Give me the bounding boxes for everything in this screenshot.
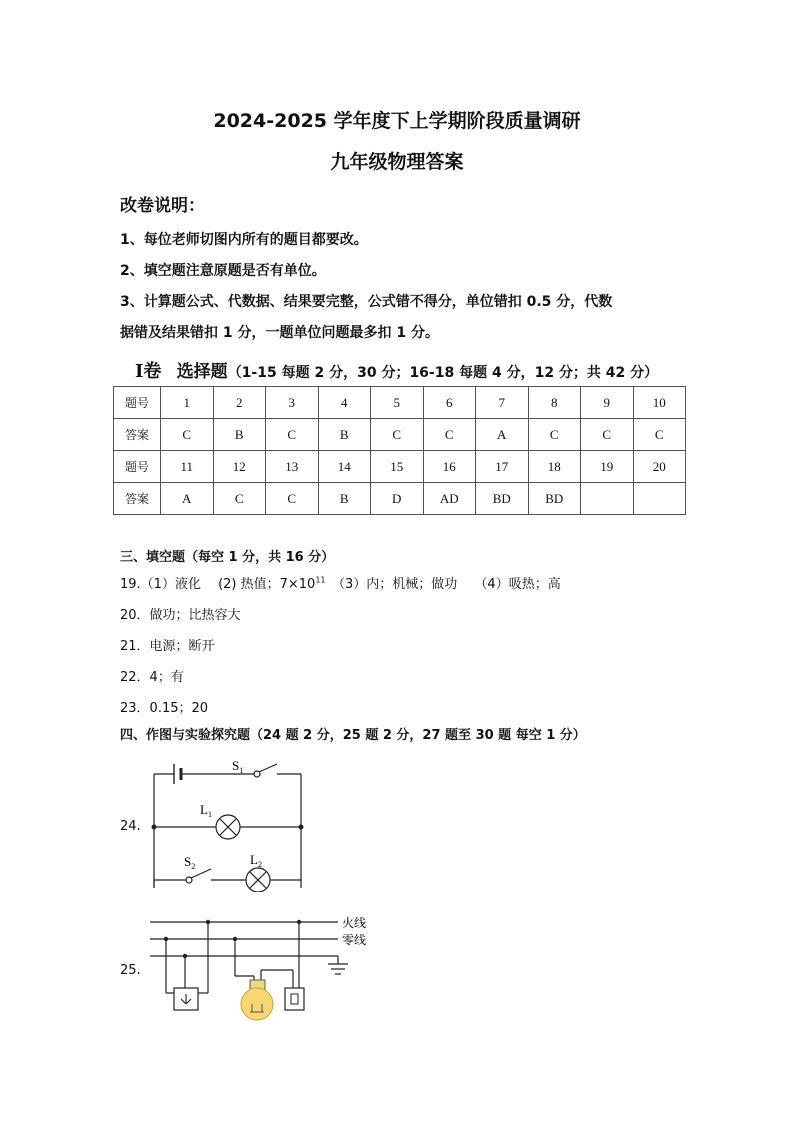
answer-19 <box>120 573 561 592</box>
s2-label: $S_2$ <box>184 854 196 871</box>
lamp-l1 <box>216 815 240 839</box>
instruction-item: 据错及结果错扣 1 分，一题单位问题最多扣 1 分。 <box>120 325 439 341</box>
table-cell: AD <box>423 483 476 515</box>
table-cell: 1 <box>161 387 214 419</box>
part1-roman: Ⅰ卷 <box>135 361 162 381</box>
table-row <box>114 387 686 419</box>
table-cell: C <box>633 419 686 451</box>
live-wire-label: 火线 <box>342 916 367 930</box>
lamp-l2 <box>246 868 270 892</box>
table-cell: C <box>581 419 634 451</box>
table-cell: 8 <box>528 387 581 419</box>
table-cell: B <box>318 483 371 515</box>
table-cell: 14 <box>318 451 371 483</box>
q25-label: 25. <box>120 963 141 978</box>
answer-19-suffix: （3）内；机械；做功 （4）吸热；高 <box>325 577 561 592</box>
l2-label: $L_2$ <box>250 852 262 869</box>
table-row <box>114 419 686 451</box>
table-cell <box>633 483 686 515</box>
row-label: 答案 <box>114 483 161 515</box>
answer-21: 21．电源；断开 <box>120 639 215 654</box>
page-title: 2024-2025 学年度下上学期阶段质量调研 <box>213 110 581 132</box>
table-cell: 11 <box>161 451 214 483</box>
table-cell: A <box>161 483 214 515</box>
answer-20: 20．做功；比热容大 <box>120 608 241 623</box>
junction-dot <box>152 825 157 830</box>
junction-dot <box>183 954 187 958</box>
switch-s2 <box>186 869 211 883</box>
table-cell: D <box>371 483 424 515</box>
table-cell: 16 <box>423 451 476 483</box>
answer-19-prefix: 19.（1）液化 (2) 热值；7×10 <box>120 577 316 592</box>
table-cell: C <box>371 419 424 451</box>
drawing-heading: 四、作图与实验探究题（24 题 2 分，25 题 2 分，27 题至 30 题 每空 1 分） <box>120 728 586 743</box>
part1-title <box>135 357 658 383</box>
table-row <box>114 451 686 483</box>
q25-wiring-diagram <box>140 908 380 1028</box>
answer-23: 23．0.15；20 <box>120 701 209 716</box>
answer-22: 22．4；有 <box>120 670 184 685</box>
instruction-item: 1、每位老师切图内所有的题目都要改。 <box>120 232 368 248</box>
table-cell: 12 <box>213 451 266 483</box>
table-cell: B <box>318 419 371 451</box>
instruction-item: 3、计算题公式、代数据、结果要完整，公式错不得分，单位错扣 0.5 分，代数 <box>120 294 613 310</box>
table-cell: BD <box>528 483 581 515</box>
table-cell: 19 <box>581 451 634 483</box>
table-cell: 18 <box>528 451 581 483</box>
table-cell: C <box>266 419 319 451</box>
l1-label: $L_1$ <box>200 802 212 819</box>
q24-label: 24. <box>120 819 141 834</box>
table-cell: 10 <box>633 387 686 419</box>
answer-table <box>113 386 686 515</box>
table-cell <box>581 483 634 515</box>
s1-label: $S_1$ <box>232 758 244 775</box>
table-row <box>114 483 686 515</box>
junction-dot <box>233 937 237 941</box>
row-label: 题号 <box>114 451 161 483</box>
socket-icon <box>174 988 198 1010</box>
table-cell: 5 <box>371 387 424 419</box>
instructions-heading: 改卷说明： <box>120 196 205 216</box>
table-cell: BD <box>476 483 529 515</box>
battery-symbol <box>174 764 181 784</box>
table-cell: 4 <box>318 387 371 419</box>
junction-dot <box>206 920 210 924</box>
wall-switch-icon <box>285 988 304 1010</box>
switch-s1 <box>254 764 277 777</box>
table-cell: C <box>213 483 266 515</box>
table-cell: C <box>423 419 476 451</box>
table-cell: C <box>161 419 214 451</box>
junction-dot <box>299 825 304 830</box>
neutral-wire-label: 零线 <box>342 933 367 947</box>
table-cell: 3 <box>266 387 319 419</box>
table-cell: C <box>528 419 581 451</box>
answer-19-exponent: 11 <box>315 575 326 585</box>
row-label: 题号 <box>114 387 161 419</box>
row-label: 答案 <box>114 419 161 451</box>
table-cell: 9 <box>581 387 634 419</box>
table-cell: 6 <box>423 387 476 419</box>
table-cell: 20 <box>633 451 686 483</box>
part1-points: （1-15 每题 2 分，30 分；16-18 每题 4 分，12 分；共 42 分） <box>227 365 659 381</box>
fill-blank-heading: 三、填空题（每空 1 分，共 16 分） <box>120 550 335 565</box>
table-cell: A <box>476 419 529 451</box>
instruction-item: 2、填空题注意原题是否有单位。 <box>120 263 326 279</box>
table-cell: C <box>266 483 319 515</box>
table-cell: 13 <box>266 451 319 483</box>
junction-dot <box>297 920 301 924</box>
page-subtitle: 九年级物理答案 <box>330 151 464 173</box>
table-cell: 7 <box>476 387 529 419</box>
junction-dot <box>164 937 168 941</box>
part1-label: 选择题 <box>176 362 228 382</box>
light-bulb-icon <box>241 980 273 1020</box>
table-cell: 2 <box>213 387 266 419</box>
q24-circuit-diagram <box>140 752 320 892</box>
table-cell: 15 <box>371 451 424 483</box>
table-cell: B <box>213 419 266 451</box>
table-cell: 17 <box>476 451 529 483</box>
